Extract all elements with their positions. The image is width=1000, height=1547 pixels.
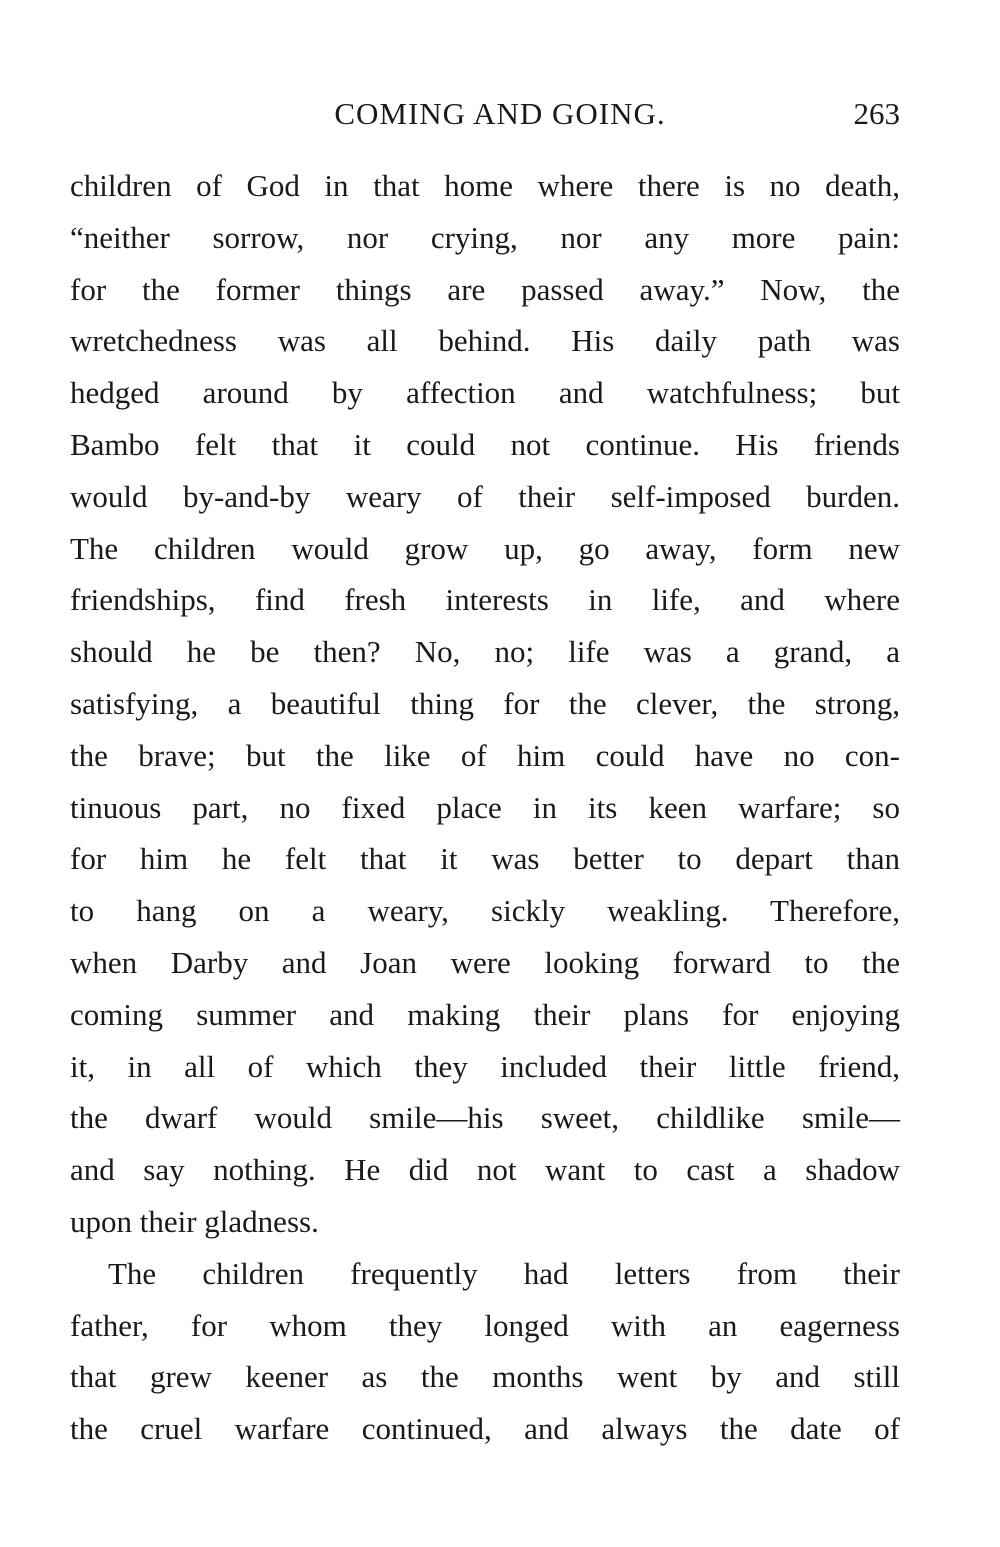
text-line: when Darby and Joan were looking forward to the — [70, 944, 900, 980]
text-line: “neither sorrow, nor crying, nor any more pain: — [70, 219, 900, 255]
text-line: to hang on a weary, sickly weakling. Therefore, — [70, 893, 900, 929]
text-line: for him he felt that it was better to depart than — [70, 841, 900, 877]
text-line: should he be then? No, no; life was a grand, a — [70, 634, 900, 670]
text-line: upon their gladness. — [70, 1203, 319, 1239]
text-line: wretchedness was all behind. His daily path was — [70, 323, 900, 359]
text-line: the cruel warfare continued, and always the date of — [70, 1411, 900, 1447]
text-line: satisfying, a beautiful thing for the clever, the strong, — [70, 685, 900, 721]
text-line: hedged around by affection and watchfulness; but — [70, 375, 900, 411]
running-head — [70, 92, 900, 136]
body-text — [70, 160, 900, 1455]
text-line: for the former things are passed away.” Now, the — [70, 271, 900, 307]
text-line: would by-and-by weary of their self-imposed burden. — [70, 478, 900, 514]
text-line: coming summer and making their plans for enjoying — [70, 996, 900, 1032]
text-line: friendships, find fresh interests in life, and where — [70, 582, 900, 618]
text-line: the brave; but the like of him could have no con- — [70, 737, 900, 773]
text-line: The children frequently had letters from their — [108, 1255, 900, 1291]
page-number: 263 — [853, 96, 900, 131]
paragraph-1 — [70, 160, 900, 1248]
paragraph-2 — [70, 1248, 900, 1455]
text-line: father, for whom they longed with an eagerness — [70, 1307, 900, 1343]
text-line: children of God in that home where there is no death, — [70, 168, 900, 203]
chapter-title: COMING AND GOING. — [334, 96, 666, 131]
text-line: that grew keener as the months went by and still — [70, 1359, 900, 1395]
text-line: Bambo felt that it could not continue. His friends — [70, 426, 900, 462]
text-line: the dwarf would smile—his sweet, childlike smile— — [70, 1100, 900, 1136]
text-line: tinuous part, no fixed place in its keen warfare; so — [70, 789, 900, 825]
text-line: it, in all of which they included their little friend, — [70, 1048, 900, 1084]
text-line: The children would grow up, go away, form new — [70, 530, 900, 566]
text-line: and say nothing. He did not want to cast a shadow — [70, 1152, 900, 1188]
